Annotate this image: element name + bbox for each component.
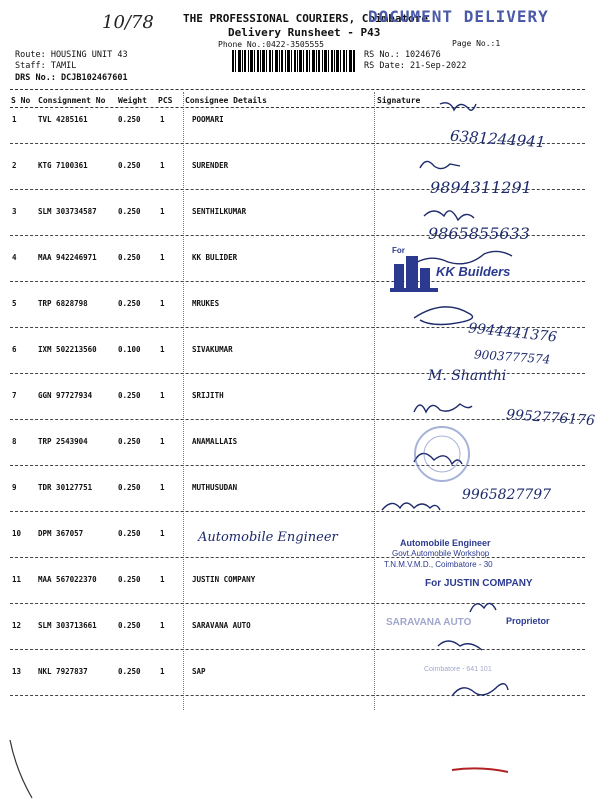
col-consignee: Consignee Details <box>185 96 267 105</box>
cell-pcs: 1 <box>160 115 165 124</box>
cell-weight: 0.250 <box>118 667 141 676</box>
kk-builders-logo <box>390 254 530 294</box>
company-phone: Phone No.:0422-3505555 <box>218 40 324 49</box>
cell-sno: 13 <box>12 667 22 676</box>
document-delivery-stamp: DOCUMENT DELIVERY <box>368 7 549 26</box>
justin-proprietor-text: Proprietor <box>506 616 550 626</box>
row10-handwritten-note: Automobile Engineer <box>198 530 338 545</box>
cell-consignee: SURENDER <box>192 161 229 170</box>
cell-consignment-no: TVL 4285161 <box>38 115 88 124</box>
cell-pcs: 1 <box>160 575 165 584</box>
cell-consignment-no: GGN 97727934 <box>38 391 93 400</box>
cell-consignment-no: SLM 303713661 <box>38 621 97 630</box>
cell-consignee: SIVAKUMAR <box>192 345 233 354</box>
cell-pcs: 1 <box>160 437 165 446</box>
row9-handwritten-phone: 9965827797 <box>462 487 552 503</box>
row5-handwritten-phone: 9944441376 <box>467 320 558 346</box>
cell-pcs: 1 <box>160 621 165 630</box>
cell-pcs: 1 <box>160 253 165 262</box>
cell-weight: 0.250 <box>118 299 141 308</box>
saravana-auto-stamp-sub: Coimbatore - 641 101 <box>424 666 492 673</box>
cell-consignee: ANAMALLAIS <box>192 437 238 446</box>
cell-consignment-no: IXM 502213560 <box>38 345 97 354</box>
cell-weight: 0.250 <box>118 575 141 584</box>
cell-sno: 10 <box>12 529 22 538</box>
cell-consignee: MUTHUSUDAN <box>192 483 238 492</box>
automobile-stamp-line3: T.N.M.V.M.D., Coimbatore - 30 <box>384 560 493 569</box>
cell-consignee: SARAVANA AUTO <box>192 621 251 630</box>
cell-sno: 3 <box>12 207 17 216</box>
col-consignment: Consignment No <box>38 96 106 105</box>
cell-consignee: SRIJITH <box>192 391 224 400</box>
cell-pcs: 1 <box>160 529 165 538</box>
cell-consignment-no: MAA 942246971 <box>38 253 97 262</box>
cell-weight: 0.250 <box>118 621 141 630</box>
rs-date: RS Date: 21-Sep-2022 <box>364 61 467 71</box>
cell-consignee: SAP <box>192 667 206 676</box>
cell-weight: 0.250 <box>118 391 141 400</box>
handwritten-page-note: 10/78 <box>102 12 154 33</box>
cell-weight: 0.250 <box>118 207 141 216</box>
cell-consignment-no: NKL 7927837 <box>38 667 88 676</box>
cell-weight: 0.250 <box>118 529 141 538</box>
cell-pcs: 1 <box>160 207 165 216</box>
cell-consignment-no: SLM 303734587 <box>38 207 97 216</box>
automobile-stamp-line1: Automobile Engineer <box>400 538 491 548</box>
row6-handwritten-phone: 9003777574 <box>473 347 551 367</box>
row2-handwritten-phone: 9894311291 <box>430 178 532 197</box>
col-weight: Weight <box>118 96 147 105</box>
cell-weight: 0.100 <box>118 345 141 354</box>
cell-consignee: JUSTIN COMPANY <box>192 575 256 584</box>
staff-label: Staff: TAMIL <box>15 61 77 71</box>
cell-sno: 9 <box>12 483 17 492</box>
automobile-stamp-line2: Govt.Automobile Workshop <box>392 549 490 558</box>
justin-company-stamp: For JUSTIN COMPANY <box>425 578 533 589</box>
cell-pcs: 1 <box>160 667 165 676</box>
cell-consignment-no: TDR 30127751 <box>38 483 93 492</box>
cell-consignee: POOMARI <box>192 115 224 124</box>
saravana-auto-stamp: SARAVANA AUTO <box>386 617 472 628</box>
cell-pcs: 1 <box>160 299 165 308</box>
cell-pcs: 1 <box>160 345 165 354</box>
cell-sno: 6 <box>12 345 17 354</box>
cell-sno: 1 <box>12 115 17 124</box>
cell-pcs: 1 <box>160 161 165 170</box>
cell-pcs: 1 <box>160 483 165 492</box>
page-number: Page No.:1 <box>452 39 501 48</box>
cell-weight: 0.250 <box>118 161 141 170</box>
kk-builders-for-text: For <box>392 246 405 255</box>
cell-consignee: MRUKES <box>192 299 220 308</box>
cell-sno: 11 <box>12 575 22 584</box>
cell-sno: 12 <box>12 621 22 630</box>
cell-sno: 8 <box>12 437 17 446</box>
round-seal-stamp <box>412 424 472 484</box>
cell-consignment-no: MAA 567022370 <box>38 575 97 584</box>
row7-handwritten-phone: 9952776176 <box>505 406 596 430</box>
cell-sno: 2 <box>12 161 17 170</box>
rs-number: RS No.: 1024676 <box>364 50 441 60</box>
cell-consignment-no: TRP 6828798 <box>38 299 88 308</box>
col-pcs: PCS <box>158 96 173 105</box>
col-signature: Signature <box>377 96 421 105</box>
cell-sno: 4 <box>12 253 17 262</box>
building-icon <box>390 254 438 292</box>
drs-number: DRS No.: DCJB102467601 <box>15 73 128 83</box>
cell-weight: 0.250 <box>118 115 141 124</box>
cell-weight: 0.250 <box>118 437 141 446</box>
cell-sno: 5 <box>12 299 17 308</box>
route-label: Route: HOUSING UNIT 43 <box>15 50 128 60</box>
cell-pcs: 1 <box>160 391 165 400</box>
kk-builders-logo-text: KK Builders <box>436 264 511 279</box>
cell-consignee: SENTHILKUMAR <box>192 207 247 216</box>
row1-handwritten-phone: 6381244941 <box>449 126 546 152</box>
cell-consignment-no: TRP 2543904 <box>38 437 88 446</box>
company-title: THE PROFESSIONAL COURIERS, Coimbatore <box>183 12 429 25</box>
row6-handwritten-name: M. Shanthi <box>428 368 507 384</box>
cell-sno: 7 <box>12 391 17 400</box>
runsheet-subtitle: Delivery Runsheet - P43 <box>228 26 381 39</box>
cell-consignee: KK BULIDER <box>192 253 238 262</box>
cell-weight: 0.250 <box>118 253 141 262</box>
cell-consignment-no: KTG 7100361 <box>38 161 88 170</box>
row3-handwritten-phone: 9865855633 <box>428 224 530 243</box>
cell-weight: 0.250 <box>118 483 141 492</box>
col-sno: S No <box>11 96 31 105</box>
cell-consignment-no: DPM 367057 <box>38 529 84 538</box>
